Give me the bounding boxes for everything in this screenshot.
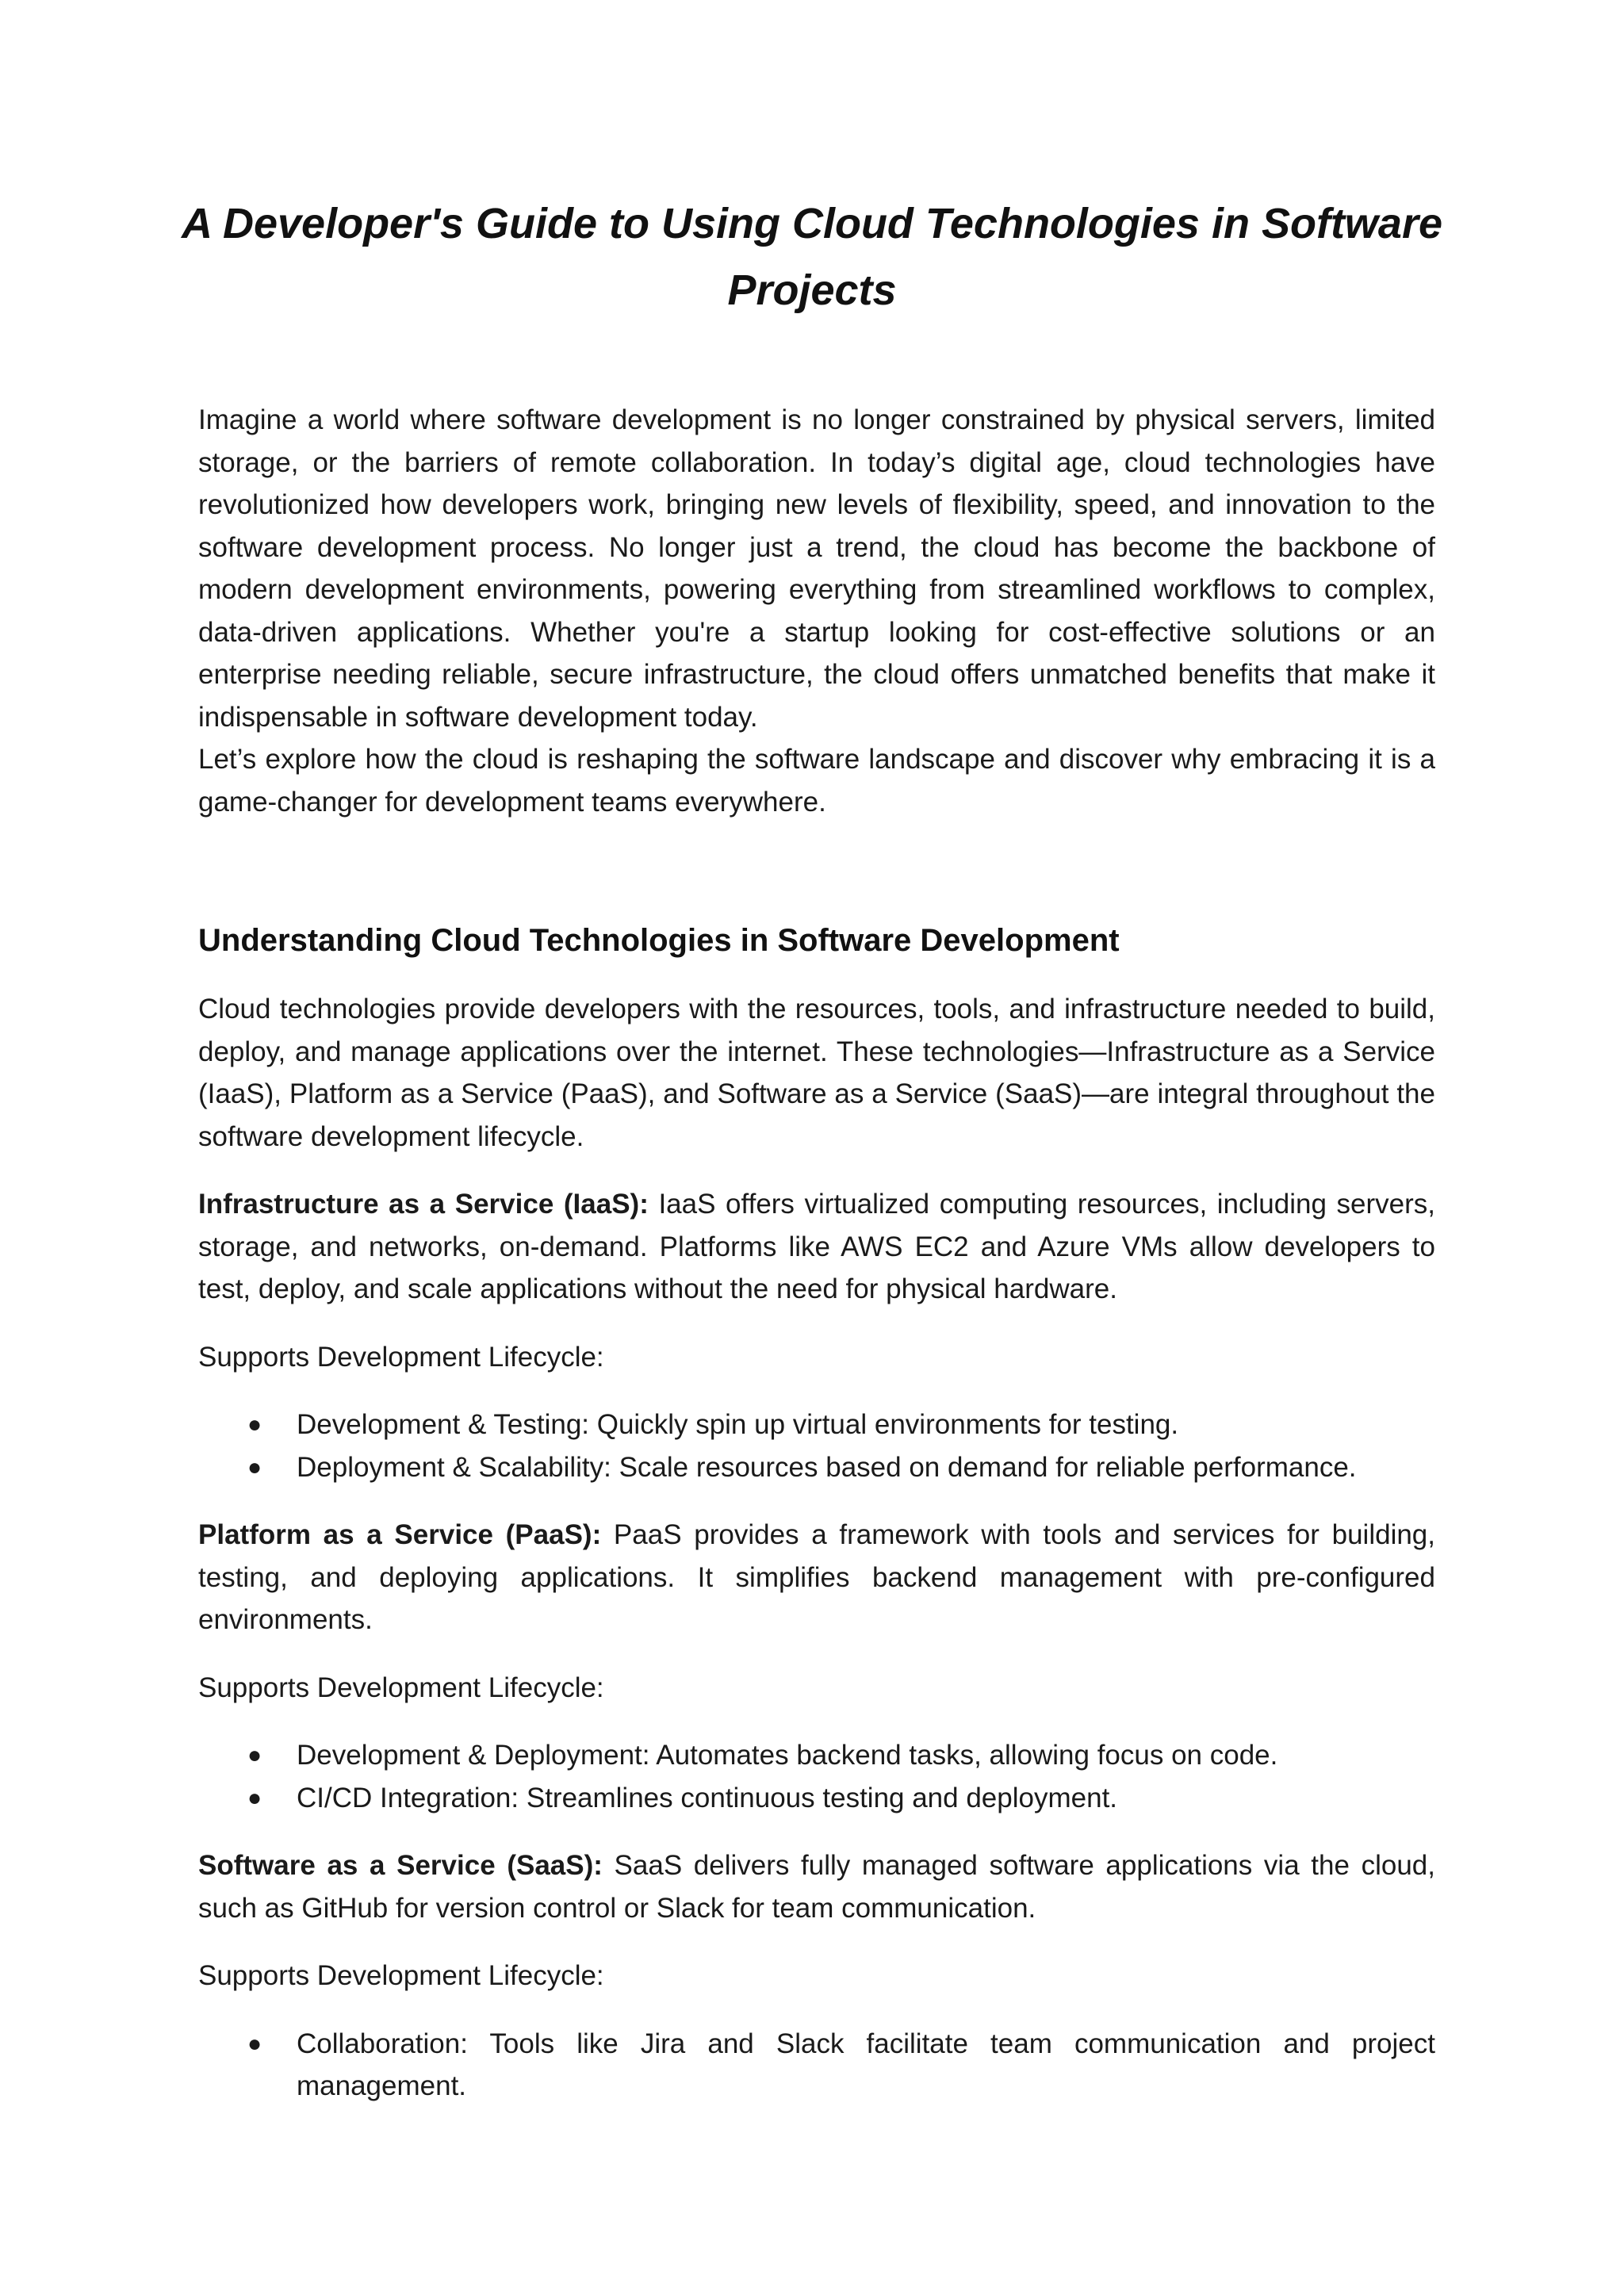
saas-bullet-list [198, 2023, 1435, 2108]
bullet-icon: ● [247, 1453, 262, 1480]
saas-term: Software as a Service (SaaS): [198, 1850, 603, 1881]
iaas-paragraph [198, 1183, 1435, 1311]
list-item-text: Development & Deployment: Automates backend tasks, allowing focus on code. [297, 1740, 1278, 1771]
cloud-technologies-section [198, 918, 1435, 2133]
paas-term: Platform as a Service (PaaS): [198, 1519, 602, 1550]
bullet-icon: ● [247, 1742, 262, 1768]
bullet-icon: ● [247, 1411, 262, 1438]
list-item [198, 1446, 1435, 1489]
section-overview: Cloud technologies provide developers with the resources, tools, and infrastructure needed to build, deploy, and manage applications over the internet. These technologies—Infrastructure as a Service (IaaS), Platform as a Service (PaaS), and Software as a Service (SaaS)—are integral throughout the software development lifecycle. [198, 994, 1435, 1152]
list-item [198, 1777, 1435, 1820]
intro-paragraph: Imagine a world where software development is no longer constrained by physical servers, limited storage, or the barriers of remote collaboration. In today’s digital age, cloud technologies have revolutionized how developers work, bringing new levels of flexibility, speed, and innovation to the software development process. No longer just a trend, the cloud has become the backbone of modern development environments, powering everything from streamlined workflows to complex, data-driven applications. Whether you're a startup looking for cost-effective solutions or an enterprise needing reliable, secure infrastructure, the cloud offers unmatched benefits that make it indispensable in software development today. [198, 404, 1435, 733]
iaas-bullet-list [198, 1404, 1435, 1488]
document-title: A Developer's Guide to Using Cloud Technologies in Software Projects [181, 200, 1443, 314]
iaas-term: Infrastructure as a Service (IaaS): [198, 1189, 649, 1220]
iaas-description: IaaS offers virtualized computing resources, including servers, storage, and networks, on-demand. Platforms like AWS EC2 and Azure VMs allow developers to test, deploy, and scale applications without the need for physical hardware. [198, 1189, 1435, 1304]
list-item-text: CI/CD Integration: Streamlines continuous testing and deployment. [297, 1782, 1118, 1813]
paas-description: PaaS provides a framework with tools and services for building, testing, and deploying applications. It simplifies backend management with pre-configured environments. [198, 1519, 1435, 1635]
saas-supports-label: Supports Development Lifecycle: [198, 1960, 604, 1991]
paas-paragraph [198, 1514, 1435, 1641]
bullet-icon: ● [247, 2030, 262, 2057]
paas-bullet-list [198, 1734, 1435, 1819]
paas-supports-label: Supports Development Lifecycle: [198, 1672, 604, 1703]
intro-paragraph: Let’s explore how the cloud is reshaping the software landscape and discover why embracing it is a game-changer for development teams everywhere. [198, 744, 1435, 818]
list-item [198, 1734, 1435, 1777]
list-item [198, 1404, 1435, 1446]
list-item-text: Development & Testing: Quickly spin up virtual environments for testing. [297, 1409, 1179, 1440]
list-item-text: Deployment & Scalability: Scale resources based on demand for reliable performance. [297, 1451, 1357, 1483]
saas-paragraph [198, 1844, 1435, 1929]
bullet-icon: ● [247, 1784, 262, 1811]
list-item-text: Collaboration: Tools like Jira and Slack facilitate team communication and project management. [297, 2028, 1435, 2101]
list-item [198, 2023, 1435, 2108]
section-heading: Understanding Cloud Technologies in Software Development [198, 923, 1120, 958]
iaas-supports-label: Supports Development Lifecycle: [198, 1341, 604, 1373]
intro-section [198, 399, 1435, 823]
saas-description: SaaS delivers fully managed software applications via the cloud, such as GitHub for version control or Slack for team communication. [198, 1850, 1435, 1924]
